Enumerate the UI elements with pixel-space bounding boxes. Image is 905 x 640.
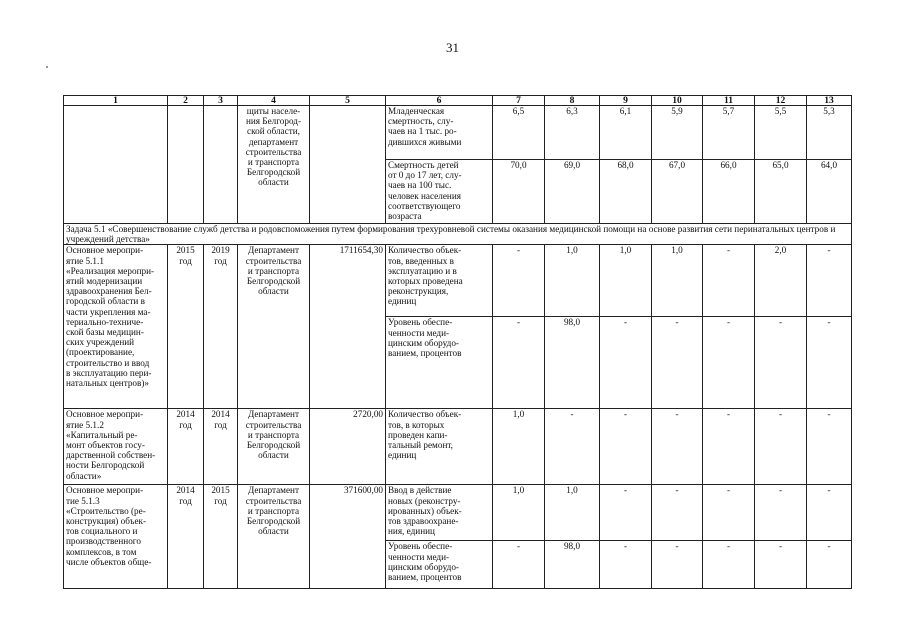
continuation-row xyxy=(64,106,852,160)
value-col-12: 5,5 xyxy=(755,106,807,160)
value-col-8: 69,0 xyxy=(545,160,600,224)
measure-amount: 371600,00 xyxy=(310,485,386,589)
measure-department: Департамент строительства и транспорта Белгородской области xyxy=(238,485,310,589)
measure-row xyxy=(64,485,852,541)
value-col-7: 1,0 xyxy=(493,409,545,485)
value-col-8: 6,3 xyxy=(545,106,600,160)
header-row xyxy=(64,96,852,106)
header-col-2: 2 xyxy=(168,96,204,106)
indicator-cell: Уровень обеспе- ченности меди- цинским оборудо- ванием, процентов xyxy=(386,541,493,589)
indicator-cell: Ввод в действие новых (реконстру- ированных) объек- тов здравоохране- ния, единиц xyxy=(386,485,493,541)
value-col-7: 1,0 xyxy=(493,485,545,541)
indicator-cell: Уровень обеспе- ченности меди- цинским оборудо- ванием, процентов xyxy=(386,317,493,409)
value-col-13: - xyxy=(807,245,852,317)
value-col-12: - xyxy=(755,409,807,485)
cont-amount-cell xyxy=(310,106,386,224)
value-col-8: 1,0 xyxy=(545,485,600,541)
page-number: 31 xyxy=(446,40,459,55)
value-col-11: - xyxy=(703,317,755,409)
value-col-10: - xyxy=(652,409,703,485)
value-col-12: - xyxy=(755,317,807,409)
measure-name: Основное меропри- ятие 5.1.2 «Капитальный ре- монт объектов госу- дарственной собствен- ности Белгородской области» xyxy=(64,409,168,485)
indicator-cell: Младенческая смертность, слу- чаев на 1 тыс. ро- дившихся живыми xyxy=(386,106,493,160)
indicator-cell: Количество объек- тов, введенных в эксплуатацию и в которых проведена реконструкция, единиц xyxy=(386,245,493,317)
value-col-12: 65,0 xyxy=(755,160,807,224)
header-col-6: 6 xyxy=(386,96,493,106)
value-col-10: - xyxy=(652,485,703,541)
value-col-9: - xyxy=(600,541,652,589)
measure-row xyxy=(64,245,852,317)
measure-end-year: 2014 год xyxy=(204,409,238,485)
indicator-cell: Количество объек- тов, в которых проведен капи- тальный ремонт, единиц xyxy=(386,409,493,485)
value-col-11: 5,7 xyxy=(703,106,755,160)
header-col-4: 4 xyxy=(238,96,310,106)
scan-speck xyxy=(46,66,48,68)
value-col-11: - xyxy=(703,485,755,541)
header-col-7: 7 xyxy=(493,96,545,106)
value-col-11: - xyxy=(703,541,755,589)
value-col-13: - xyxy=(807,409,852,485)
program-table xyxy=(63,95,852,589)
value-col-8: 1,0 xyxy=(545,245,600,317)
measure-amount: 1711654,30 xyxy=(310,245,386,409)
cont-start-cell xyxy=(168,106,204,224)
value-col-10: - xyxy=(652,317,703,409)
value-col-7: - xyxy=(493,317,545,409)
value-col-11: - xyxy=(703,409,755,485)
header-col-9: 9 xyxy=(600,96,652,106)
task-row xyxy=(64,224,852,245)
value-col-7: 6,5 xyxy=(493,106,545,160)
value-col-9: - xyxy=(600,317,652,409)
task-title: Задача 5.1 «Совершенствование служб детства и родовспоможения путем формирования трехуровневой системы оказания медицинской помощи на основе развития сети перинатальных центров и учреждений детства» xyxy=(64,224,852,245)
value-col-11: - xyxy=(703,245,755,317)
measure-department: Департамент строительства и транспорта Белгородской области xyxy=(238,409,310,485)
header-col-3: 3 xyxy=(204,96,238,106)
value-col-10: - xyxy=(652,541,703,589)
value-col-7: - xyxy=(493,245,545,317)
value-col-9: - xyxy=(600,485,652,541)
header-col-13: 13 xyxy=(807,96,852,106)
measure-start-year: 2014 год xyxy=(168,409,204,485)
value-col-10: 67,0 xyxy=(652,160,703,224)
header-col-12: 12 xyxy=(755,96,807,106)
value-col-12: - xyxy=(755,485,807,541)
header-col-1: 1 xyxy=(64,96,168,106)
value-col-9: 6,1 xyxy=(600,106,652,160)
value-col-12: 2,0 xyxy=(755,245,807,317)
measure-department: Департамент строительства и транспорта Белгородской области xyxy=(238,245,310,409)
measure-name: Основное меропри- ятие 5.1.1 «Реализация меропри- ятий модернизации здравоохранения Бел- городской области в части укрепления ма- териально-техниче- ской базы медицин- ских учреждений (проектирование, строительство и ввод в эксплуатацию пери- натальных центров)» xyxy=(64,245,168,409)
value-col-13: - xyxy=(807,317,852,409)
measure-amount: 2720,00 xyxy=(310,409,386,485)
value-col-8: 98,0 xyxy=(545,317,600,409)
value-col-9: 68,0 xyxy=(600,160,652,224)
value-col-12: - xyxy=(755,541,807,589)
header-col-5: 5 xyxy=(310,96,386,106)
header-col-11: 11 xyxy=(703,96,755,106)
measure-row xyxy=(64,409,852,485)
indicator-cell: Смертность детей от 0 до 17 лет, слу- чаев на 100 тыс. человек населения соответствующего возраста xyxy=(386,160,493,224)
value-col-7: 70,0 xyxy=(493,160,545,224)
measure-name: Основное меропри- тие 5.1.3 «Строительство (ре- конструкция) объек- тов социального и производственного комплексов, в том числе объектов обще- xyxy=(64,485,168,589)
value-col-7: - xyxy=(493,541,545,589)
cont-measure-cell xyxy=(64,106,168,224)
value-col-13: 64,0 xyxy=(807,160,852,224)
measure-start-year: 2014 год xyxy=(168,485,204,589)
value-col-13: - xyxy=(807,541,852,589)
value-col-8: - xyxy=(545,409,600,485)
value-col-10: 5,9 xyxy=(652,106,703,160)
value-col-11: 66,0 xyxy=(703,160,755,224)
value-col-8: 98,0 xyxy=(545,541,600,589)
value-col-10: 1,0 xyxy=(652,245,703,317)
cont-end-cell xyxy=(204,106,238,224)
value-col-9: - xyxy=(600,409,652,485)
value-col-13: 5,3 xyxy=(807,106,852,160)
measure-end-year: 2015 год xyxy=(204,485,238,589)
value-col-9: 1,0 xyxy=(600,245,652,317)
measure-end-year: 2019 год xyxy=(204,245,238,409)
header-col-10: 10 xyxy=(652,96,703,106)
cont-department-cell: щиты населе- ния Белгород- ской области, департамент строительства и транспорта Белгородской области xyxy=(238,106,310,224)
header-col-8: 8 xyxy=(545,96,600,106)
value-col-13: - xyxy=(807,485,852,541)
measure-start-year: 2015 год xyxy=(168,245,204,409)
